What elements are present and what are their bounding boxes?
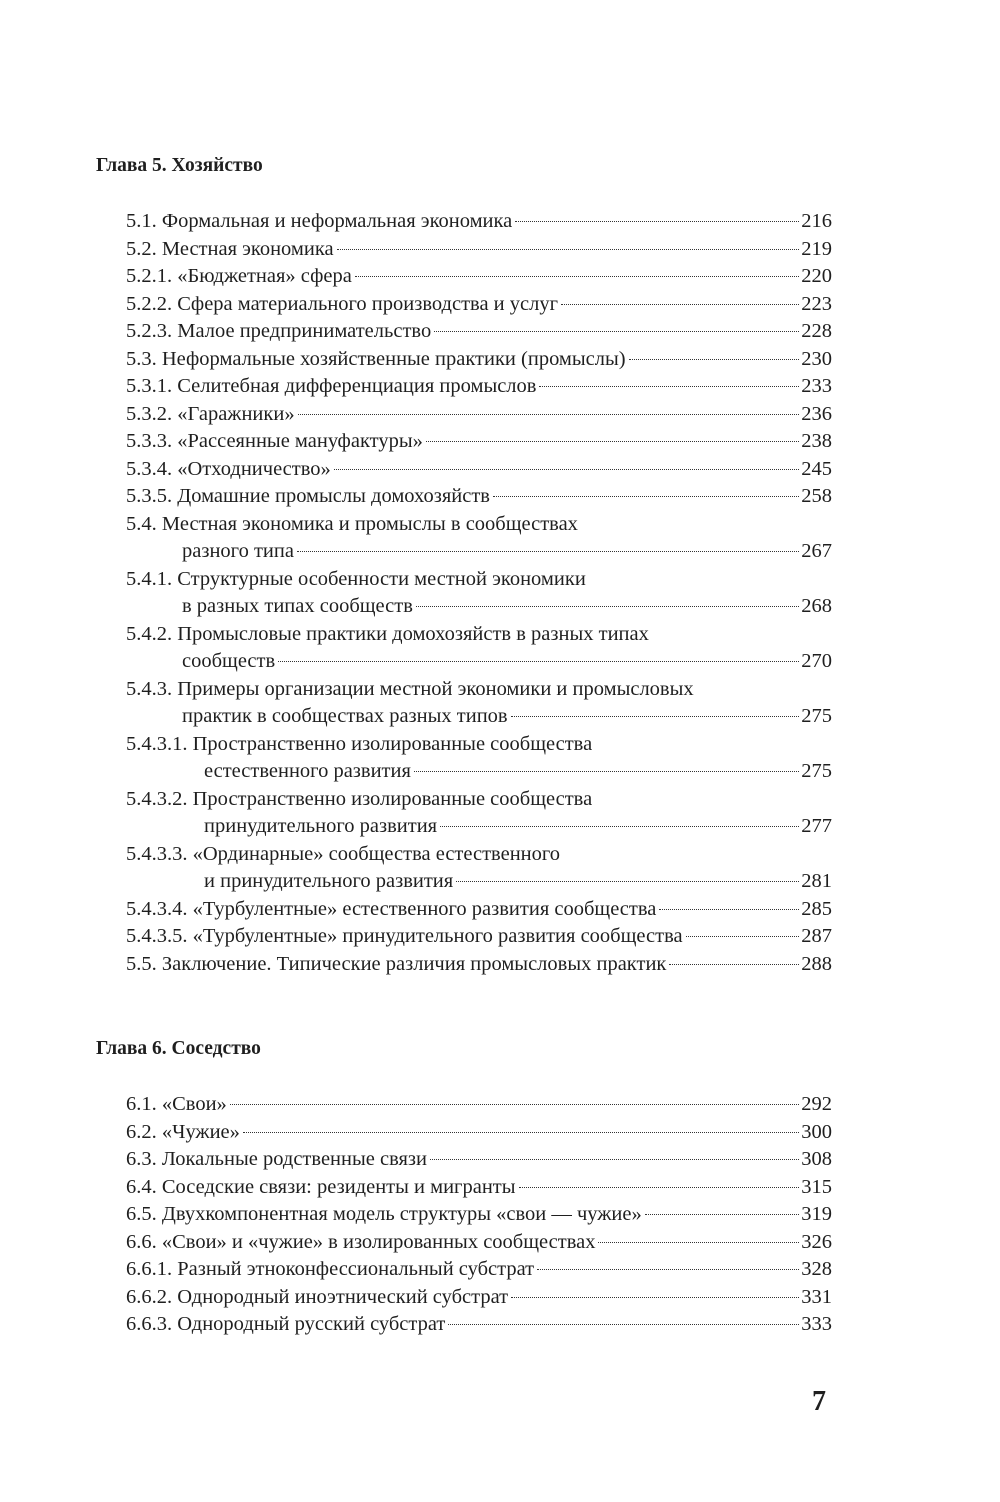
toc-entry: [126, 1174, 832, 1202]
toc-entry: [126, 731, 832, 786]
dot-leader: [659, 909, 799, 910]
toc-entry-title: 6.6.3. Однородный русский субстрат: [126, 1313, 446, 1335]
toc-entry-title: и принудительного развития: [204, 870, 454, 892]
toc-entry-title: 5.2.3. Малое предпринимательство: [126, 320, 432, 342]
toc-page-number: 270: [801, 650, 832, 672]
toc-page-number: 245: [801, 457, 832, 480]
dot-leader: [598, 1242, 799, 1243]
toc-entry: [126, 346, 832, 374]
dot-leader: [511, 1297, 799, 1298]
toc-entry: [126, 1119, 832, 1147]
chapter-5-toc: [126, 208, 832, 978]
dot-leader: [539, 386, 799, 387]
toc-entry: [126, 1256, 832, 1284]
dot-leader: [645, 1214, 800, 1215]
dot-leader: [561, 304, 799, 305]
toc-entry: [126, 318, 832, 346]
dot-leader: [434, 331, 799, 332]
toc-entry: [126, 483, 832, 511]
dot-leader: [493, 496, 799, 497]
toc-entry-title: 5.4.3.3. «Ординарные» сообщества естественного: [126, 842, 561, 865]
toc-entry: [126, 951, 832, 979]
toc-page-number: 228: [801, 320, 832, 342]
dot-leader: [669, 964, 799, 965]
toc-entry-title: 5.4.3.2. Пространственно изолированные сообщества: [126, 787, 593, 810]
dot-leader: [537, 1269, 799, 1270]
toc-entry: [126, 1311, 832, 1339]
toc-page-number: 236: [801, 402, 832, 425]
toc-page-number: 308: [801, 1148, 832, 1170]
toc-page-number: 333: [801, 1313, 832, 1335]
toc-page-number: 223: [801, 292, 832, 315]
dot-leader: [448, 1324, 799, 1325]
toc-entry: [126, 291, 832, 319]
toc-page-number: 238: [801, 430, 832, 452]
toc-entry-title: 5.5. Заключение. Типические различия промысловых практик: [126, 952, 667, 975]
toc-entry-title: 5.3.3. «Рассеянные мануфактуры»: [126, 430, 423, 452]
toc-page-number: 331: [801, 1285, 832, 1308]
toc-entry: [126, 428, 832, 456]
toc-page-number: 292: [801, 1093, 832, 1115]
toc-page-number: 233: [801, 375, 832, 397]
toc-entry: [126, 401, 832, 429]
dot-leader: [297, 551, 799, 552]
toc-entry-title: 5.4.3.4. «Турбулентные» естественного развития сообщества: [126, 897, 657, 920]
toc-entry-title: 5.3.5. Домашние промыслы домохозяйств: [126, 485, 490, 507]
toc-page-number: 258: [801, 485, 832, 507]
toc-entry-title: 5.4.2. Промысловые практики домохозяйств в разных типах: [126, 622, 649, 645]
toc-page-number: 230: [801, 347, 832, 370]
page-number: 7: [812, 1386, 826, 1417]
toc-entry-title: 6.3. Локальные родственные связи: [126, 1148, 427, 1170]
dot-leader: [355, 276, 799, 277]
toc-entry: [126, 511, 832, 566]
dot-leader: [426, 441, 799, 442]
toc-entry-title: 6.6. «Свои» и «чужие» в изолированных сообществах: [126, 1230, 596, 1253]
toc-page-number: 277: [801, 815, 832, 837]
toc-entry-title: принудительного развития: [204, 815, 438, 837]
toc-entry-title: 5.2.2. Сфера материального производства и услуг: [126, 292, 559, 315]
toc-entry-title: 5.3.1. Селитебная дифференциация промыслов: [126, 375, 537, 397]
toc-page-number: 288: [801, 952, 832, 975]
toc-entry: [126, 1146, 832, 1174]
dot-leader: [519, 1187, 800, 1188]
toc-entry-title: в разных типах сообществ: [182, 595, 413, 617]
toc-page-number: 216: [801, 210, 832, 232]
dot-leader: [511, 716, 800, 717]
dot-leader: [243, 1132, 799, 1133]
toc-page-number: 267: [801, 540, 832, 562]
chapter-6-title: Глава 6. Соседство: [96, 1038, 261, 1059]
toc-entry: [126, 1091, 832, 1119]
toc-entry-title: практик в сообществах разных типов: [182, 705, 508, 727]
toc-entry: [126, 676, 832, 731]
toc-entry: [126, 236, 832, 264]
toc-page-number: 326: [801, 1230, 832, 1253]
toc-entry-title: 5.4.1. Структурные особенности местной экономики: [126, 567, 586, 590]
toc-entry: [126, 263, 832, 291]
dot-leader: [278, 661, 799, 662]
toc-entry: [126, 1229, 832, 1257]
toc-page-number: 287: [801, 925, 832, 947]
dot-leader: [298, 414, 800, 415]
toc-entry: [126, 923, 832, 951]
chapter-6-toc: [126, 1091, 832, 1339]
chapter-5-title: Глава 5. Хозяйство: [96, 155, 263, 176]
toc-entry-title: 5.1. Формальная и неформальная экономика: [126, 210, 513, 232]
dot-leader: [230, 1104, 799, 1105]
toc-entry-title: 5.4.3.5. «Турбулентные» принудительного развития сообщества: [126, 925, 683, 947]
toc-entry-title: 5.4. Местная экономика и промыслы в сообществах: [126, 512, 578, 535]
toc-page-number: 281: [801, 870, 832, 892]
toc-entry: [126, 786, 832, 841]
toc-entry-title: 6.6.2. Однородный иноэтнический субстрат: [126, 1285, 509, 1308]
toc-entry-title: 5.2. Местная экономика: [126, 237, 334, 260]
toc-page-number: 285: [801, 897, 832, 920]
dot-leader: [629, 359, 800, 360]
dot-leader: [414, 771, 799, 772]
toc-page-number: 275: [801, 705, 832, 727]
toc-page-number: 328: [801, 1258, 832, 1280]
toc-page-number: 219: [801, 237, 832, 260]
toc-page-number: 220: [801, 265, 832, 287]
toc-entry-title: 5.3.4. «Отходничество»: [126, 457, 331, 480]
dot-leader: [334, 469, 799, 470]
toc-entry-title: сообществ: [182, 650, 276, 672]
dot-leader: [337, 249, 800, 250]
toc-entry: [126, 566, 832, 621]
toc-entry: [126, 373, 832, 401]
dot-leader: [430, 1159, 799, 1160]
toc-entry-title: 6.5. Двухкомпонентная модель структуры «свои — чужие»: [126, 1203, 642, 1225]
toc-entry-title: 5.2.1. «Бюджетная» сфера: [126, 265, 352, 287]
toc-entry-title: 6.2. «Чужие»: [126, 1120, 240, 1143]
dot-leader: [456, 881, 799, 882]
dot-leader: [515, 221, 799, 222]
toc-entry: [126, 208, 832, 236]
toc-entry: [126, 841, 832, 896]
toc-entry-title: 5.3. Неформальные хозяйственные практики (промыслы): [126, 347, 626, 370]
toc-page-number: 300: [801, 1120, 832, 1143]
toc-entry-title: 6.6.1. Разный этноконфессиональный субстрат: [126, 1258, 535, 1280]
dot-leader: [416, 606, 799, 607]
toc-entry: [126, 621, 832, 676]
toc-entry-title: 6.1. «Свои»: [126, 1093, 227, 1115]
toc-entry-title: естественного развития: [204, 760, 411, 782]
toc-entry-title: 5.3.2. «Гаражники»: [126, 402, 295, 425]
dot-leader: [686, 936, 800, 937]
toc-entry: [126, 1284, 832, 1312]
toc-entry: [126, 1201, 832, 1229]
toc-entry-title: 6.4. Соседские связи: резиденты и мигранты: [126, 1175, 516, 1198]
toc-page-number: 315: [801, 1175, 832, 1198]
toc-entry-title: разного типа: [182, 540, 294, 562]
toc-entry: [126, 896, 832, 924]
toc-entry-title: 5.4.3. Примеры организации местной экономики и промысловых: [126, 677, 694, 700]
toc-page-number: 268: [801, 595, 832, 617]
toc-entry-title: 5.4.3.1. Пространственно изолированные сообщества: [126, 732, 593, 755]
toc-page-number: 275: [801, 760, 832, 782]
dot-leader: [440, 826, 799, 827]
toc-page-number: 319: [801, 1203, 832, 1225]
toc-entry: [126, 456, 832, 484]
